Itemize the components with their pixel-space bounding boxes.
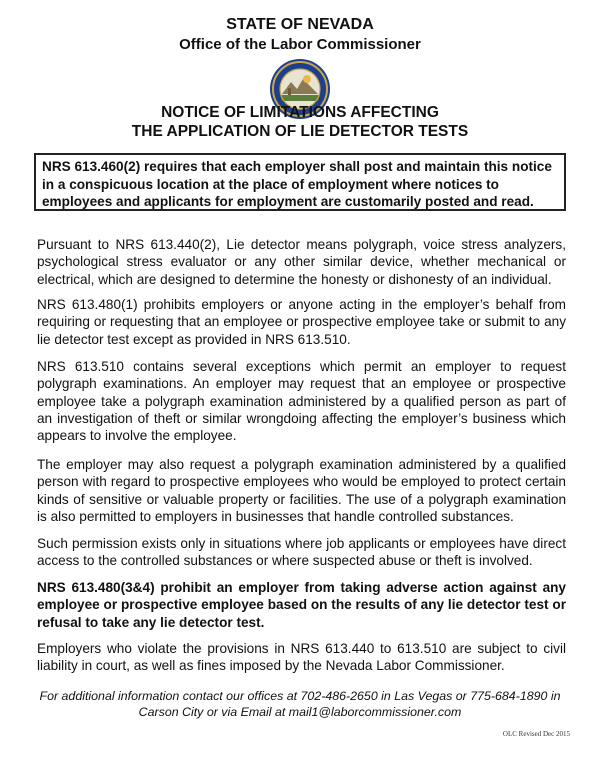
paragraph-exceptions: NRS 613.510 contains several exceptions which permit an employer to request polygraph examinations. An employer may request that an employee or prospective employee take a polygraph examination administered by a qualified person as part of an investigation of theft or similar wrongdoing affecting the employer’s business which appears to involve the employee. [37, 359, 566, 444]
revision-note: OLC Revised Dec 2015 [502, 730, 570, 738]
paragraph-permission: Such permission exists only in situations where job applicants or employees have direct access to the controlled substances or where suspected abuse or theft is involved. [37, 536, 566, 569]
title-line-2: THE APPLICATION OF LIE DETECTOR TESTS [131, 123, 469, 140]
notice-title [0, 103, 600, 141]
footer-line-1: For additional information contact our offices at 702-486-2650 in Las Vegas or 775-684-1890 in [39, 689, 561, 703]
paragraph-penalties: Employers who violate the provisions in NRS 613.440 to 613.510 are subject to civil liability in court, as well as fines imposed by the Nevada Labor Commissioner. [37, 641, 566, 674]
paragraph-qualified-person: The employer may also request a polygraph examination administered by a qualified person with regard to prospective employees who would be employed to protect certain kinds of sensitive or valuable property or facilities. The use of a polygraph examination is also permitted to employers in businesses that handle controlled substances. [37, 457, 566, 524]
paragraph-definition: Pursuant to NRS 613.440(2), Lie detector means polygraph, voice stress analyzers, psychological stress evaluator or any other similar device, whether mechanical or electrical, which are designed to determine the honesty or dishonesty of an individual. [37, 237, 566, 287]
footer-line-2: Carson City or via Email at mail1@laborcommissioner.com [138, 705, 462, 719]
title-line-1: NOTICE OF LIMITATIONS AFFECTING [161, 104, 439, 121]
paragraph-adverse-action: NRS 613.480(3&4) prohibit an employer from taking adverse action against any employee or prospective employee based on the results of any lie detector test or refusal to take any lie detector test. [37, 580, 566, 630]
paragraph-prohibition: NRS 613.480(1) prohibits employers or anyone acting in the employer’s behalf from requiring or requesting that an employee or prospective employee take or submit to any lie detector test except as provided in NRS 613.510. [37, 297, 566, 347]
state-heading: STATE OF NEVADA [226, 16, 374, 33]
posting-requirement-box: NRS 613.460(2) requires that each employer shall post and maintain this notice in a conspicuous location at the place of employment where notices to employees and applicants for employment are customarily posted and read. [34, 153, 566, 211]
office-heading: Office of the Labor Commissioner [179, 36, 421, 53]
contact-footer [30, 688, 570, 720]
